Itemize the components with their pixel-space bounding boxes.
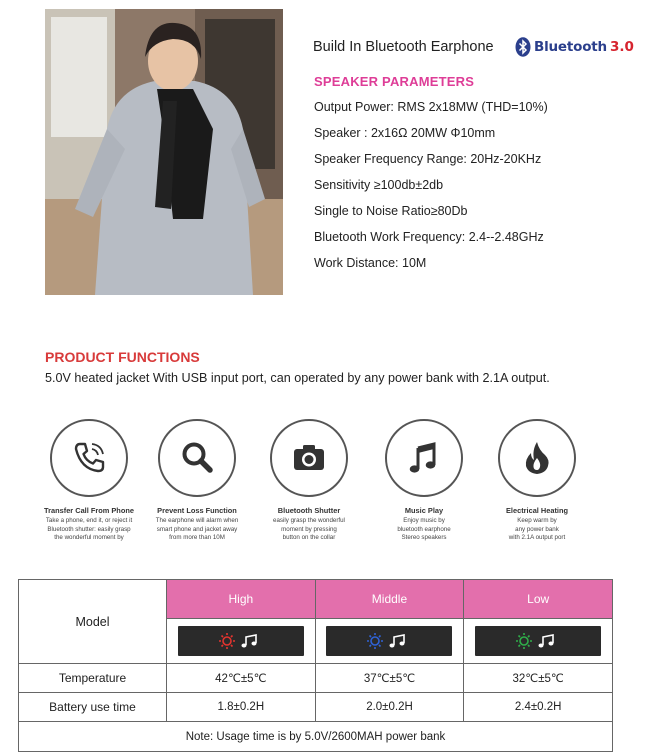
feature-bluetooth-shutter [250,419,368,543]
spec-item: Bluetooth Work Frequency: 2.4--2.48GHz [314,230,544,244]
flame-icon [517,438,557,478]
feature-icons-row [30,419,620,549]
spec-item: Speaker : 2x16Ω 20MW Φ10mm [314,126,496,140]
product-title: Build In Bluetooth Earphone [313,39,494,55]
search-icon [177,438,217,478]
feature-transfer-call [30,419,148,543]
level-header-low: Low [464,580,613,619]
feature-title: Electrical Heating [505,506,569,515]
phone-icon [69,438,109,478]
bluetooth-logo-text: Bluetooth [534,39,607,55]
heat-sun-music-icon [218,632,264,650]
table-note: Note: Usage time is by 5.0V/2600MAH power bank [19,722,613,752]
woman-wearing-jacket-image [45,9,283,295]
feature-title: Music Play [404,506,444,515]
feature-icon-circle [498,419,576,497]
speaker-parameters-heading: SPEAKER PARAMETERS [314,74,475,89]
feature-title: Bluetooth Shutter [277,506,341,515]
camera-icon [289,438,329,478]
table-row [19,664,613,693]
feature-description: easily grasp the wonderful moment by pressing button on the collar [273,517,345,541]
product-photo [45,9,283,295]
indicator-panel [475,626,601,656]
feature-icon-circle [385,419,463,497]
feature-icon-circle [50,419,128,497]
temperature-high: 42℃±5℃ [167,664,316,693]
feature-title: Prevent Loss Function [157,506,237,515]
battery-low: 2.4±0.2H [464,693,613,722]
level-indicator-middle [315,619,464,664]
spec-item: Single to Noise Ratio≥80Db [314,204,468,218]
table-row [19,722,613,752]
bluetooth-icon [515,37,531,57]
model-label: Model [19,580,167,664]
temperature-label: Temperature [19,664,167,693]
level-indicator-high [167,619,316,664]
table-row [19,580,613,619]
indicator-panel [178,626,304,656]
feature-description: The earphone will alarm when smart phone and jacket away from more than 10M [155,517,239,541]
feature-description: Take a phone, end it, or reject it Bluetooth shutter: easily grasp the wonderful moment by [45,517,133,541]
speaker-parameters-list [314,98,548,280]
music-note-icon [404,438,444,478]
level-header-high: High [167,580,316,619]
feature-description: Keep warm by any power bank with 2.1A output port [508,517,566,541]
table-row [19,693,613,722]
battery-label: Battery use time [19,693,167,722]
level-header-middle: Middle [315,580,464,619]
bluetooth-version: 3.0 [609,39,634,55]
feature-title: Transfer Call From Phone [44,506,134,515]
temperature-low: 32℃±5℃ [464,664,613,693]
feature-icon-circle [270,419,348,497]
spec-item: Sensitivity ≥100db±2db [314,178,444,192]
heat-sun-music-icon [366,632,412,650]
indicator-panel [326,626,452,656]
battery-middle: 2.0±0.2H [315,693,464,722]
feature-prevent-loss [138,419,256,543]
heating-levels-table [18,579,613,752]
product-functions-heading: PRODUCT FUNCTIONS [45,349,200,365]
spec-item: Work Distance: 10M [314,256,427,270]
feature-description: Enjoy music by bluetooth earphone Stereo speakers [397,517,451,541]
spec-item: Output Power: RMS 2x18MW (THD=10%) [314,100,548,114]
feature-electrical-heating [478,419,596,543]
bluetooth-logo [515,36,634,58]
spec-item: Speaker Frequency Range: 20Hz-20KHz [314,152,542,166]
battery-high: 1.8±0.2H [167,693,316,722]
feature-icon-circle [158,419,236,497]
temperature-middle: 37℃±5℃ [315,664,464,693]
feature-music-play [365,419,483,543]
heat-sun-music-icon [515,632,561,650]
product-functions-description: 5.0V heated jacket With USB input port, can operated by any power bank with 2.1A output. [45,371,550,385]
level-indicator-low [464,619,613,664]
